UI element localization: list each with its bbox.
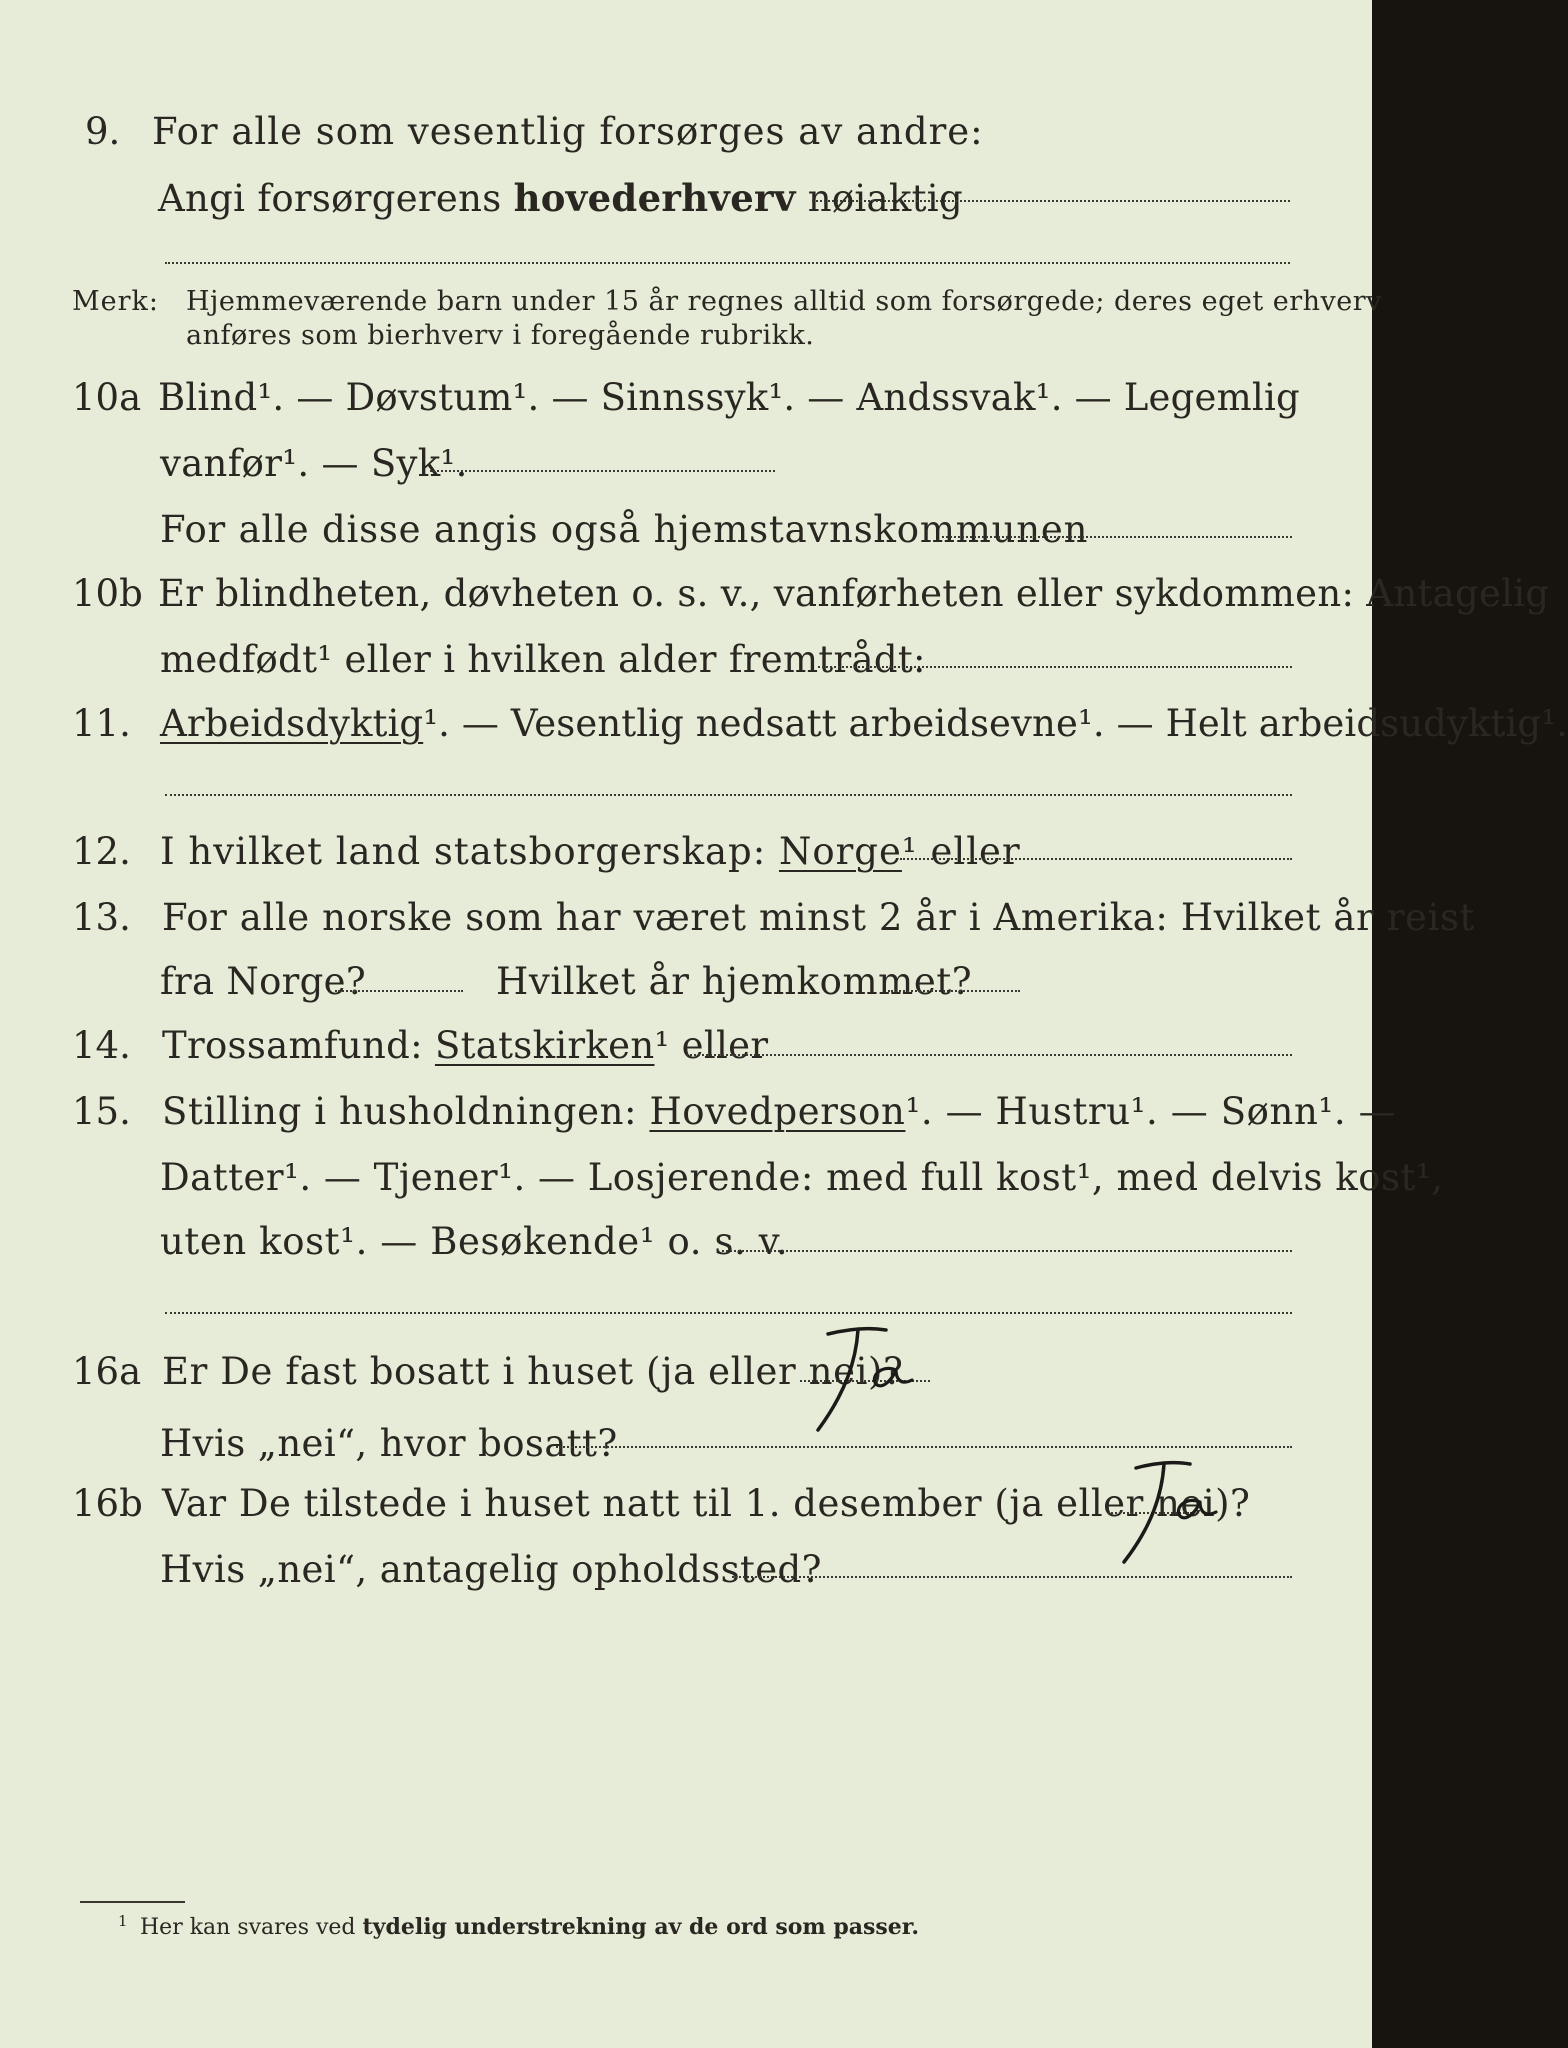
q14-answer-line[interactable] [686, 1054, 1292, 1056]
q13-year-left-line[interactable] [335, 990, 463, 992]
footnote-text: Her kan svares ved tydelig understrekning av de ord som passer. [140, 1914, 920, 1940]
q11-number: 11. [72, 702, 131, 745]
merk-label: Merk: [72, 286, 159, 317]
q12-answer-line[interactable] [900, 858, 1292, 860]
q10b-number: 10b [72, 572, 143, 615]
q15-answer-line[interactable] [722, 1250, 1292, 1252]
q13-line2a: fra Norge? [160, 960, 366, 1003]
q10b-line1: Er blindheten, døvheten o. s. v., vanførheten eller sykdommen: Antagelig [158, 572, 1550, 615]
q15-line1: Stilling i husholdningen: Hovedperson¹. — Hustru¹. — Sønn¹. — [162, 1090, 1397, 1133]
q12-number: 12. [72, 830, 131, 873]
q12-selected-option[interactable]: Norge [778, 830, 902, 873]
q10a-hometown-line[interactable] [942, 536, 1292, 538]
q16a-residence-line[interactable] [556, 1446, 1292, 1448]
q15-number: 15. [72, 1090, 131, 1133]
q9-number: 9. [85, 110, 121, 153]
q16b-number: 16b [72, 1482, 143, 1525]
q9-extra-answer-line[interactable] [165, 262, 1290, 264]
q15-line2: Datter¹. — Tjener¹. — Losjerende: med full kost¹, med delvis kost¹, [160, 1156, 1444, 1199]
q16a-line2: Hvis „nei“, hvor bosatt? [160, 1422, 618, 1465]
q11-line: Arbeidsdyktig¹. — Vesentlig nedsatt arbeidsevne¹. — Helt arbeidsudyktig¹. [160, 702, 1568, 745]
q10a-line3: For alle disse angis også hjemstavnskommunen [160, 508, 1089, 551]
q10a-line1: Blind¹. — Døvstum¹. — Sinnssyk¹. — Andssvak¹. — Legemlig [158, 376, 1300, 419]
q13-line2b: Hvilket år hjemkommet? [496, 960, 973, 1003]
q10b-line2: medfødt¹ eller i hvilken alder fremtrådt: [160, 638, 926, 681]
merk-line2: anføres som bierhverv i foregående rubrikk. [186, 320, 815, 351]
q14-selected-option[interactable]: Statskirken [434, 1024, 655, 1067]
q15-selected-option[interactable]: Hovedperson [649, 1090, 906, 1133]
q13-year-returned-line[interactable] [888, 990, 1020, 992]
q9-line2: Angi forsørgerens hovederhverv nøiaktig [158, 176, 963, 220]
q9-line1: For alle som vesentlig forsørges av andre: [152, 110, 984, 153]
q16b-line1: Var De tilstede i huset natt til 1. desember (ja eller nei)? [162, 1482, 1251, 1525]
merk-line1: Hjemmeværende barn under 15 år regnes alltid som forsørgede; deres eget erhverv [186, 286, 1382, 317]
q10a-line2: vanfør¹. — Syk¹. [160, 442, 468, 485]
q10a-answer-line[interactable] [430, 470, 775, 472]
q15-line3: uten kost¹. — Besøkende¹ o. s. v. [160, 1220, 789, 1263]
q15-extra-answer-line[interactable] [165, 1312, 1292, 1314]
footnote-rule [80, 1901, 185, 1903]
q16b-residence-line[interactable] [732, 1576, 1292, 1578]
q14-number: 14. [72, 1024, 131, 1067]
q9-emphasis: hovederhverv [513, 176, 796, 220]
q14-line: Trossamfund: Statskirken¹ eller [162, 1024, 769, 1067]
footnote-mark: 1 [118, 1912, 128, 1930]
q10a-number: 10a [72, 376, 142, 419]
q10b-answer-line[interactable] [818, 666, 1292, 668]
q11-selected-option[interactable]: Arbeidsdyktig [160, 702, 424, 745]
q13-line1: For alle norske som har været minst 2 år i Amerika: Hvilket år reist [162, 896, 1476, 939]
q16b-handwritten-answer [1090, 1452, 1230, 1572]
q13-number: 13. [72, 896, 131, 939]
q12-line: I hvilket land statsborgerskap: Norge¹ eller [160, 830, 1021, 873]
q11-extra-answer-line[interactable] [165, 794, 1292, 796]
q9-answer-line[interactable] [812, 200, 1290, 202]
q16a-number: 16a [72, 1350, 142, 1393]
q16b-line2: Hvis „nei“, antagelig opholdssted? [160, 1548, 822, 1591]
q16a-line1: Er De fast bosatt i huset (ja eller nei)? [162, 1350, 904, 1393]
q16a-handwritten-answer [800, 1320, 950, 1440]
